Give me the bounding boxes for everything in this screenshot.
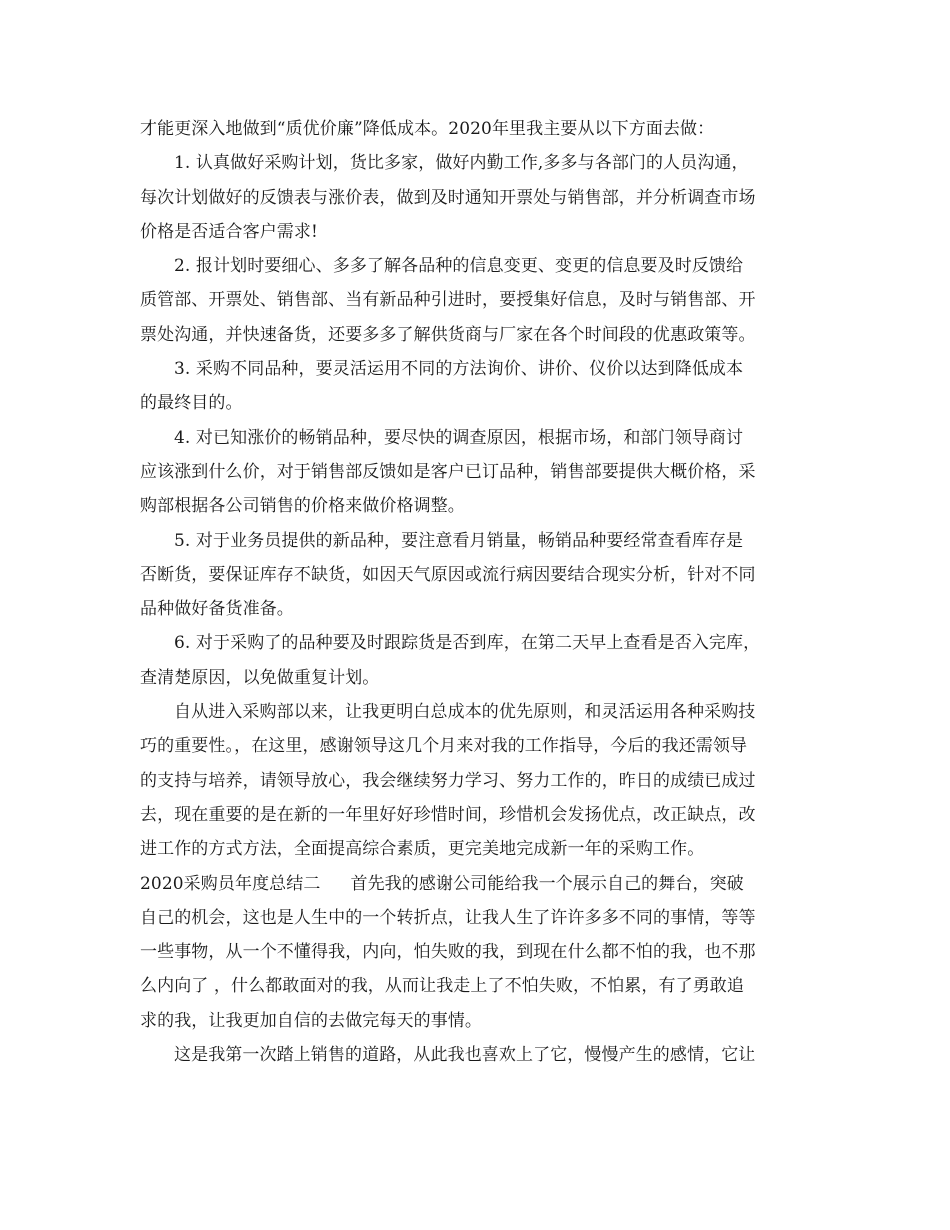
paragraph-start: 自从进入采购部以来，让我更明白总成本的优先原则，和灵活运用各种采购技 [174,702,756,723]
list-item-3: 3. 采购不同品种，要灵活运用不同的方法询价、讲价、仪价以达到降低成本 [174,359,744,380]
list-item-1: 1. 认真做好采购计划，货比多家，做好内勤工作,多多与各部门的人员沟通， [174,153,749,174]
text-line: 自己的机会，这也是人生中的一个转折点，让我人生了许许多多不同的事情，等等 [140,907,756,928]
text-line: 去，现在重要的是在新的一年里好好珍惜时间，珍惜机会发扬优点，改正缺点，改 [140,804,756,825]
text-line: 购部根据各公司销售的价格来做价格调整。 [140,496,465,517]
section-heading-line [140,867,820,901]
text-line: 进工作的方式方法，全面提高综合素质，更完美地完成新一年的采购工作。 [140,839,705,860]
paragraph-start: 这是我第一次踏上销售的道路，从此我也喜欢上了它，慢慢产生的感情，它让 [174,1045,756,1066]
text-line: 品种做好备货准备。 [140,599,294,620]
text-line: 应该涨到什么价，对于销售部反馈如是客户已订品种，销售部要提供大概价格，采 [140,461,756,482]
list-item-5: 5. 对于业务员提供的新品种，要注意看月销量，畅销品种要经常查看库存是 [174,530,744,551]
list-item-2: 2. 报计划时要细心、多多了解各品种的信息变更、变更的信息要及时反馈给 [174,256,744,277]
text-line: 的支持与培养，请领导放心，我会继续努力学习、努力工作的，昨日的成绩已成过 [140,770,756,791]
text-line: 巧的重要性。，在这里，感谢领导这几个月来对我的工作指导，今后的我还需领导 [140,736,748,757]
list-item-4: 4. 对已知涨价的畅销品种，要尽快的调查原因，根据市场，和部门领导商讨 [174,427,744,448]
text-line: 的最终目的。 [140,393,243,414]
section-heading: 2020采购员年度总结二 [140,873,321,894]
list-item-6: 6. 对于采购了的品种要及时跟踪货是否到库，在第二天早上查看是否入完库， [174,633,761,654]
text-line: 查清楚原因，以免做重复计划。 [140,667,380,688]
document-body [140,112,820,1072]
text-line: 否断货，要保证库存不缺货，如因天气原因或流行病因要结合现实分析，针对不同 [140,564,756,585]
text-line: 质管部、开票处、销售部、当有新品种引进时，要授集好信息，及时与销售部、开 [140,290,756,311]
section-first-line: 首先我的感谢公司能给我一个展示自己的舞台，突破 [350,873,744,894]
text-line: 票处沟通，并快速备货，还要多多了解供货商与厂家在各个时间段的优惠政策等。 [140,324,756,345]
text-line: 么内向了 ，什么都敢面对的我，从而让我走上了不怕失败，不怕累，有了勇敢追 [140,976,745,997]
text-line: 每次计划做好的反馈表与涨价表，做到及时通知开票处与销售部，并分析调查市场 [140,187,756,208]
text-line: 才能更深入地做到“质优价廉”降低成本。2020年里我主要从以下方面去做： [140,119,715,139]
text-line: 求的我，让我更加自信的去做完每天的事情。 [140,1010,482,1031]
text-line: 价格是否适合客户需求! [140,221,318,242]
text-line: 一些事物，从一个不懂得我，内向，怕失败的我，到现在什么都不怕的我，也不那 [140,942,756,963]
